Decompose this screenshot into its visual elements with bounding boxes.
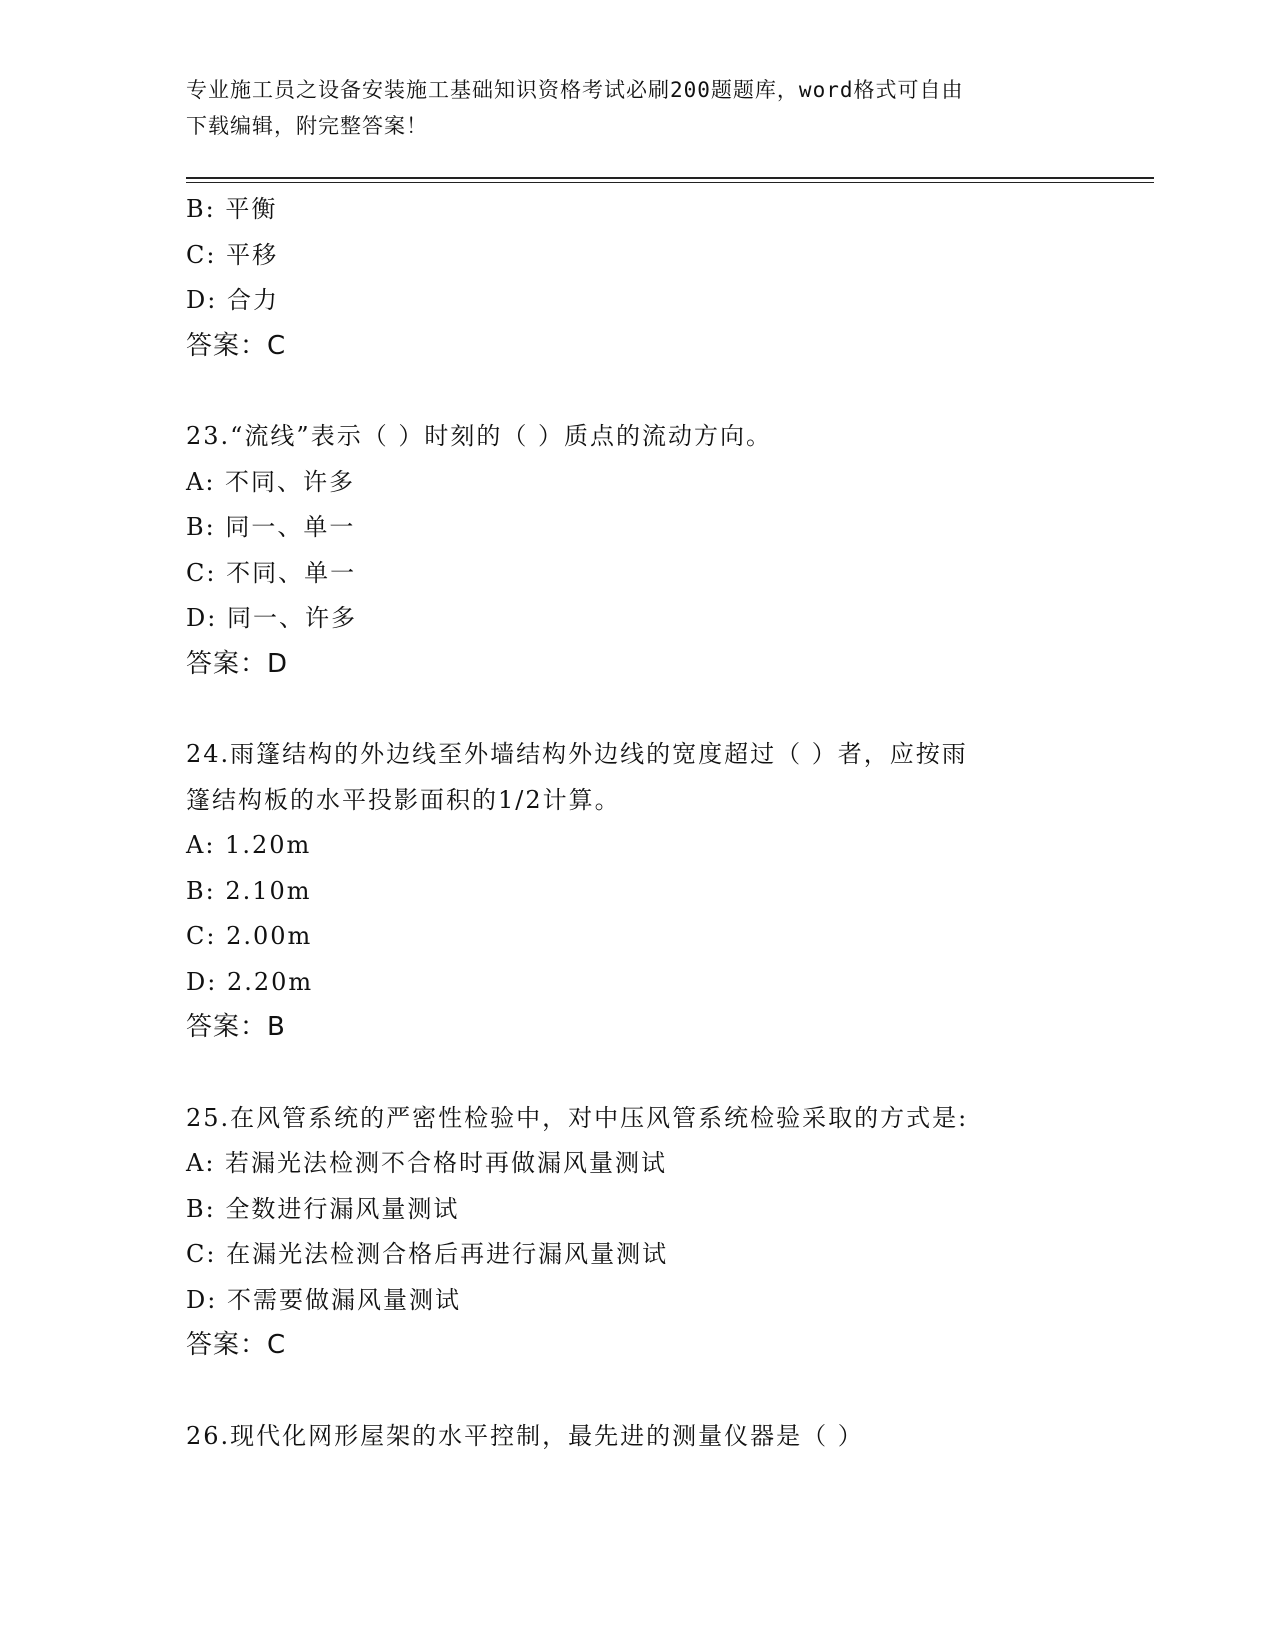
document-header bbox=[186, 72, 1066, 144]
question-text-line-2: 篷结构板的水平投影面积的1/2计算。 bbox=[186, 785, 621, 814]
question-25-block bbox=[186, 1096, 1066, 1369]
option-a: A: 不同、许多 bbox=[186, 467, 356, 496]
option-b: B: 2.10m bbox=[186, 876, 312, 905]
option-c: C: 不同、单一 bbox=[186, 558, 357, 587]
option-b: B: 平衡 bbox=[186, 195, 278, 223]
answer-line: 答案：B bbox=[186, 1012, 286, 1042]
question-23-block bbox=[186, 414, 1066, 687]
option-b: B: 全数进行漏风量测试 bbox=[186, 1194, 460, 1223]
answer-line: 答案：C bbox=[186, 1330, 287, 1360]
answer-line: 答案：D bbox=[186, 648, 289, 679]
option-d: D: 同一、许多 bbox=[186, 604, 357, 632]
option-d: D: 不需要做漏风量测试 bbox=[186, 1285, 461, 1314]
spacer bbox=[186, 369, 1066, 414]
answer-line: 答案：C bbox=[186, 330, 287, 361]
header-divider-thick bbox=[186, 177, 1154, 179]
question-text: 23.“流线”表示（ ）时刻的（ ）质点的流动方向。 bbox=[186, 422, 772, 450]
question-text: 26.现代化网形屋架的水平控制，最先进的测量仪器是（ ） bbox=[186, 1421, 864, 1450]
option-b: B: 同一、单一 bbox=[186, 513, 356, 541]
question-24-block bbox=[186, 732, 1066, 1051]
header-title-line-2: 下载编辑，附完整答案！ bbox=[186, 114, 428, 138]
question-text-line-1: 24.雨篷结构的外边线至外墙结构外边线的宽度超过（ ）者，应按雨 bbox=[186, 740, 968, 768]
header-divider-thin bbox=[186, 182, 1154, 183]
header-title-line-1: 专业施工员之设备安装施工基础知识资格考试必刷200题题库，word格式可自由 bbox=[186, 78, 964, 102]
question-22-block bbox=[186, 187, 1066, 369]
question-26-block bbox=[186, 1414, 1066, 1460]
question-text: 25.在风管系统的严密性检验中，对中压风管系统检验采取的方式是: bbox=[186, 1103, 969, 1132]
spacer bbox=[186, 1369, 1066, 1414]
option-c: C: 平移 bbox=[186, 240, 279, 269]
option-c: C: 2.00m bbox=[186, 922, 313, 950]
spacer bbox=[186, 1051, 1066, 1096]
option-a: A: 若漏光法检测不合格时再做漏风量测试 bbox=[186, 1149, 668, 1177]
document-body bbox=[186, 187, 1066, 1459]
spacer bbox=[186, 687, 1066, 732]
option-d: D: 合力 bbox=[186, 286, 279, 314]
option-d: D: 2.20m bbox=[186, 967, 314, 996]
option-c: C: 在漏光法检测合格后再进行漏风量测试 bbox=[186, 1240, 669, 1268]
option-a: A: 1.20m bbox=[186, 831, 312, 859]
